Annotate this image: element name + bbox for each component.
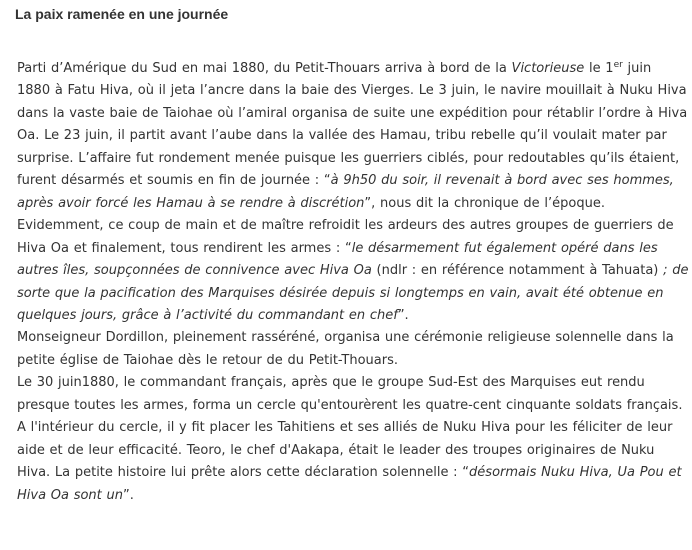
article-body — [17, 58, 689, 507]
paragraph-ceremony: Monseigneur Dordillon, pleinement rasséréné, organisa une cérémonie religieuse solennelle dans la petite église de Taiohae dès le retour de du Petit-Thouars. — [17, 330, 674, 368]
text: Le 30 juin1880, le commandant français, après que le groupe Sud-Est des Marquises eut rendu presque toutes les armes, forma un cercle qu'entourèrent les quatre-cent cinquante soldats français. A l'intérieur du cercle, il y fit placer les Tahitiens et ses alliés de Nuku Hiva pour les féliciter de leur aide et de leur efficacité. Teoro, le chef d'Aakapa, était le leader des troupes originaires de Nuku Hiva. La petite histoire lui prête alors cette déclaration solennelle : “ — [17, 375, 683, 481]
text: le 1 — [584, 61, 614, 76]
text: ”. — [122, 487, 134, 503]
ordinal-suffix: er — [613, 60, 623, 70]
ship-name: Victorieuse — [511, 61, 585, 76]
paragraph-arrival — [17, 58, 689, 215]
text: ”. — [397, 307, 409, 323]
chronicle-quote: à 9h50 du soir, il revenait à bord avec ses hommes, après avoir forcé les Hamau à se rendre à discrétion — [17, 173, 674, 211]
paragraph-circle — [17, 372, 689, 507]
text: ”, nous dit la chronique de l’époque. — [364, 195, 605, 211]
declaration-quote: désormais Nuku Hiva, Ua Pou et Hiva Oa sont un — [17, 465, 682, 503]
text: Evidemment, ce coup de main et de maître refroidit les ardeurs des autres groupes de guerriers de Hiva Oa et finalement, tous rendirent les armes : “ — [17, 218, 674, 256]
text: juin 1880 à Fatu Hiva, où il jeta l’ancre dans la baie des Vierges. Le 3 juin, le navire mouillait à Nuku Hiva dans la vaste baie de Taiohae où l’amiral organisa de suite une expédition pour rétablir l’ordre à Hiva Oa. Le 23 juin, il partit avant l’aube dans la vallée des Hamau, tribu rebelle qu’il voulait mater par surprise. L’affaire fut rondement menée puisque les guerriers ciblés, pour redoutables qu’ils étaient, furent désarmés et soumis en fin de journée : “ — [17, 61, 688, 189]
pacification-quote: ; de sorte que la pacification des Marquises désirée depuis si longtemps en vain, avait été obtenue en quelques jours, grâce à l’activité du commandant en chef — [17, 263, 689, 323]
article-title: La paix ramenée en une journée — [15, 6, 229, 22]
text: Parti d’Amérique du Sud en mai 1880, du Petit-Thouars arriva à bord de la — [17, 61, 512, 76]
paragraph-disarmament — [17, 215, 689, 327]
disarmament-quote: le désarmement fut également opéré dans les autres îles, soupçonnées de connivence avec Hiva Oa — [17, 240, 658, 279]
text: (ndlr : en référence notamment à Tahuata) — [371, 263, 664, 279]
